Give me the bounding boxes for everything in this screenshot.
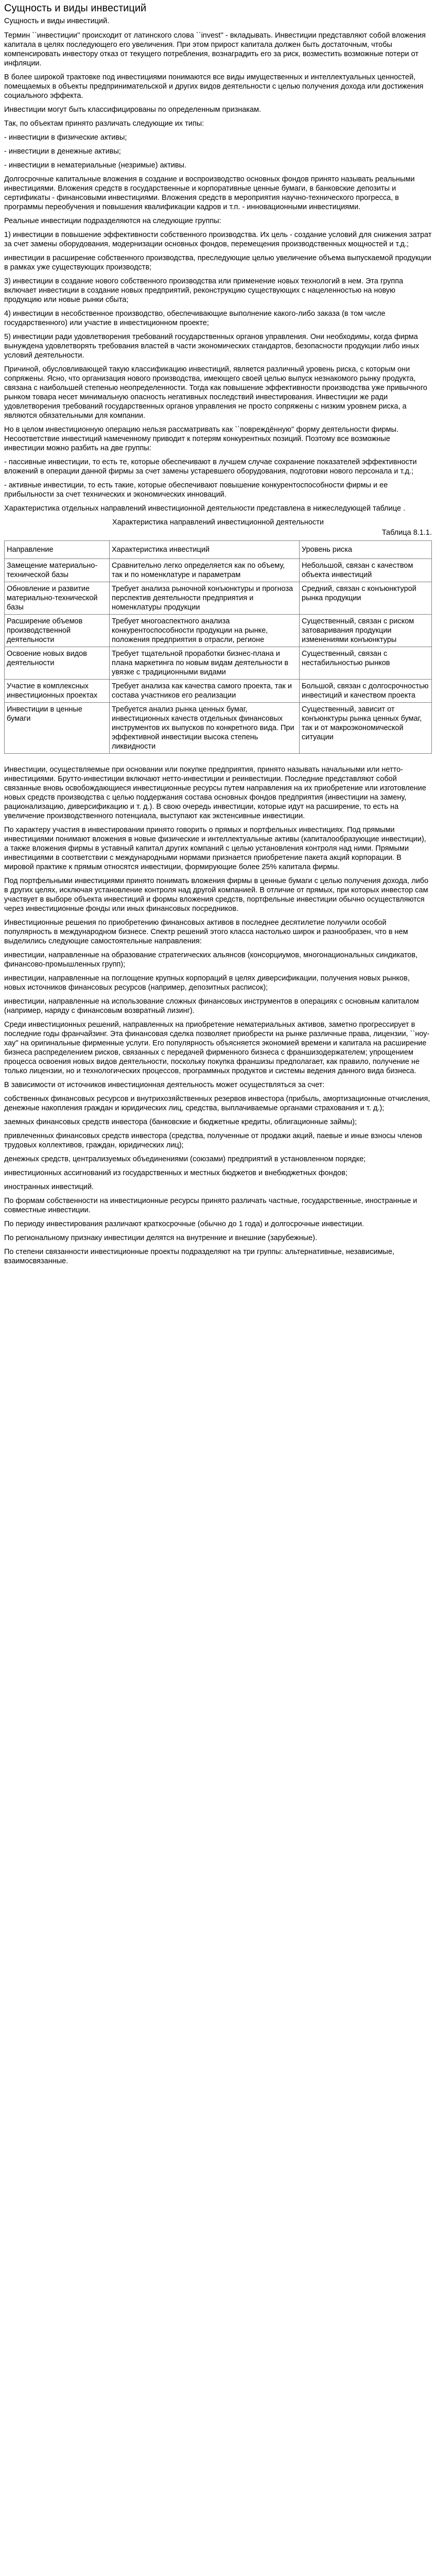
paragraph: По характеру участия в инвестировании принято говорить о прямых и портфельных инвестициях. Под прямыми инвестициями понимают вложения в новые физические и интеллектуальные активы (капиталообразующие инвестиции), а также вложения фирмы в уставный капитал других компаний с целью установления контроля над ними. Прямыми инвестициями в соответствии с международными нормами признается приобретение пакета акций корпорации. В мировой практике к прямым относятся инвестиции, формирующие более 25% капитала фирмы. (4, 826, 426, 871)
paragraph: Причиной, обусловливающей такую классификацию инвестиций, является различный уровень риска, с которым они сопряжены. Ясно, что организация нового производства, имеющего своей целью выпуск незнакомого рынку продукта, связана с наибольшей степенью неопределенности. Тогда как повышение эффективности производства уже привычного рынком товара несет минимальную опасность негативных последствий инвестирования. Инвестиции же ради удовлетворения требований государственных органов управления не просто сопряжены с низким уровнем риска, а являются обязательными для компании. (4, 365, 427, 420)
table-cell: Средний, связан с конъюнктурой рынка продукции (300, 582, 432, 615)
paragraph: По региональному признаку инвестиции делятся на внутренние и внешние (зарубежные). (4, 1234, 318, 1242)
subtitle: Сущность и виды инвестиций. (4, 17, 110, 25)
table-row (5, 582, 432, 615)
list-item: заемных финансовых средств инвестора (банковские и бюджетные кредиты, облигационные займы); (4, 1118, 357, 1126)
table-cell: Существенный, связан с риском затоваривания продукции изменениями конъюнктуры (300, 615, 432, 647)
list-item: 1) инвестиции в повышение эффективности собственного производства. Их цель - создание условий для снижения затрат за счет замены оборудования, модернизации основных фондов, перемещения производственных мощностей и т.д.; (4, 231, 432, 248)
paragraph: Долгосрочные капитальные вложения в создание и воспроизводство основных фондов принято называть реальными инвестициями. Вложения средств в государственные и корпоративные ценные бумаги, в банковские депозиты и сертификаты - финансовыми инвестициями. Вложения средств в мероприятия научно-технического прогресса, в программы переобучения и повышения квалификации кадров и т.п. - инновационными инвестициями. (4, 175, 415, 211)
table-cell: Требует тщательной проработки бизнес-плана и плана маркетинга по новым видам деятельности в увязке с традиционными видами (110, 647, 300, 680)
paragraph: Среди инвестиционных решений, направленных на приобретение нематериальных активов, заметно прогрессирует в последние годы франчайзинг. Эта финансовая сделка позволяет приобрести на рынке различные права, лицензии, ``ноу-хау'' на оригинальные фирменные услуги. Его популярность объясняется экономией времени и капитала на расширение бизнеса распределением рисков, связанных с передачей фирменного бизнеса с франшизодержателем; упрощением процесса освоения новых видов деятельности, поскольку покупка франшизы предполагает, как правило, получение не только лицензии, но и технологических процессов, программных продуктов и системы ведения данного вида бизнеса. (4, 1021, 430, 1075)
table-cell: Расширение объемов производственной деятельности (5, 615, 110, 647)
document-page (0, 0, 436, 1266)
paragraph: Но в целом инвестиционную операцию нельзя рассматривать как ``повреждённую'' форму деятельности фирмы. Несоответствие инвестиций намеченному приводит к потерям конкурентных позиций. Поэтому все возможные инвестиции можно разбить на две группы: (4, 426, 399, 452)
paragraph: Термин ``инвестиции'' происходит от латинского слова ``invest'' - вкладывать. Инвестиции представляют собой вложения капитала в целях последующего его увеличения. При этом прирост капитала должен быть достаточным, чтобы компенсировать инвестору отказ от текущего потребления, вознаградить его за риск, возместить возможные потери от инфляции. (4, 31, 426, 67)
column-header: Характеристика инвестиций (110, 541, 300, 559)
table-cell: Требуется анализ рынка ценных бумаг, инвестиционных качеств отдельных финансовых инструментов их выпусков по конкретного вида. При эффективной инвестиции высока степень ликвидности (110, 703, 300, 754)
column-header: Уровень риска (300, 541, 432, 559)
paragraph: В зависимости от источников инвестиционная деятельность может осуществляться за счет: (4, 1081, 325, 1089)
list-item: 5) инвестиции ради удовлетворения требований государственных органов управления. Они необходимы, когда фирма вынуждена удовлетворять требования властей в части экономических стандартов, безопасности продукции либо иных условий деятельности. (4, 333, 420, 360)
list-item: - инвестиции в физические активы; (4, 133, 127, 142)
table-cell: Инвестиции в ценные бумаги (5, 703, 110, 754)
list-item: 4) инвестиции в несобственное производство, обеспечивающие выполнение какого-либо заказа (в том числе государственного) или участие в инвестиционном проекте; (4, 310, 386, 327)
list-item: инвестиции в расширение собственного производства, преследующие целью увеличение объема выпускаемой продукции в рамках уже существующих производств; (4, 254, 431, 272)
table-row (5, 615, 432, 647)
paragraph: Так, по объектам принято различать следующие их типы: (4, 120, 204, 128)
list-item: инвестиции, направленные на образование стратегических альянсов (консорциумов, многонациональных синдикатов, финансово-промышленных групп); (4, 951, 418, 969)
paragraph: По формам собственности на инвестиционные ресурсы принято различать частные, государственные, иностранные и совместные инвестиции. (4, 1197, 417, 1214)
table-cell: Небольшой, связан с качеством объекта инвестиций (300, 559, 432, 582)
table-cell: Сравнительно легко определяется как по объему, так и по номенклатуре и параметрам (110, 559, 300, 582)
table-cell: Требует многоаспектного анализа конкурентоспособности продукции на рынке, положения предприятия в отрасли, регионе (110, 615, 300, 647)
table-number: Таблица 8.1.1. (381, 529, 432, 537)
table-row (5, 559, 432, 582)
column-header: Направление (5, 541, 110, 559)
paragraph: В более широкой трактовке под инвестициями понимаются все виды имущественных и интеллектуальных ценностей, помещаемых в объекты предпринимательской и других видов деятельности с целью получения дохода или достижения социального эффекта. (4, 73, 424, 100)
table-cell: Замещение материально-технической базы (5, 559, 110, 582)
list-item: инвестиции, направленные на использование сложных финансовых инструментов в операциях с основным капиталом (например, наряду с финансовым возвратный лизинг). (4, 997, 419, 1015)
paragraph: По степени связанности инвестиционные проекты подразделяют на три группы: альтернативные, независимые, взаимосвязанные. (4, 1248, 395, 1265)
list-item: иностранных инвестиций. (4, 1183, 94, 1191)
list-item: - активные инвестиции, то есть такие, которые обеспечивают повышение конкурентоспособности фирмы и ее прибыльности за счет технических и экономических инноваций. (4, 481, 388, 499)
list-item: - инвестиции в нематериальные (незримые) активы. (4, 161, 187, 170)
list-item: привлеченных финансовых средств инвестора (средства, полученные от продажи акций, паевые и иные взносы членов трудовых коллективов, граждан, юридических лиц); (4, 1132, 423, 1149)
paragraph: Под портфельными инвестициями принято понимать вложения фирмы в ценные бумаги с целью получения дохода, либо в других целях, исключая установление контроля над другой компанией. В отличие от прямых, при которых инвестор сам участвует в выборе объекта инвестиций и формы вложения средств, портфельные инвестиции обычно осуществляются через инвестиционные фонды или иных финансовых посредников. (4, 877, 429, 913)
list-item: инвестиции, направленные на поглощение крупных корпораций в целях диверсификации, получения новых рынков, новых источников финансовых ресурсов (например, депозитных расписок); (4, 974, 410, 992)
page-title: Сущность и виды инвестиций (4, 3, 147, 14)
paragraph: Инвестиции, осуществляемые при основании или покупке предприятия, принято называть начальными или нетто-инвестициями. Брутто-инвестиции включают нетто-инвестиции и реинвестиции. Последние представляют собой связанные вновь освобождающиеся инвестиционные ресурсы путем направления на их приобретение или изготовление новых средств производства с целью поддержания состава основных фондов предприятия (инвестиции на замену, рационализацию, диверсификацию и т. д.). В свою очередь инвестиции, которые идут на расширение, то есть на увеличение производственного потенциала, выступают как экстенсивные инвестиции. (4, 766, 426, 820)
table-row (5, 647, 432, 680)
table-cell: Обновление и развитие материально-технической базы (5, 582, 110, 615)
table-row (5, 680, 432, 703)
investment-directions-table (4, 540, 432, 754)
table-cell: Существенный, связан с нестабильностью рынков (300, 647, 432, 680)
paragraph: Характеристика отдельных направлений инвестиционной деятельности представлена в нижеследующей таблице . (4, 504, 406, 513)
table-cell: Освоение новых видов деятельности (5, 647, 110, 680)
list-item: денежных средств, централизуемых объединениями (союзами) предприятий в установленном порядке; (4, 1155, 366, 1163)
table-caption: Характеристика направлений инвестиционной деятельности (112, 518, 324, 527)
paragraph: Реальные инвестиции подразделяются на следующие группы: (4, 217, 221, 225)
list-item: - пассивные инвестиции, то есть те, которые обеспечивают в лучшем случае сохранение показателей эффективности вложений в операции данной фирмы за счет замены устаревшего оборудования, подготовки нового персонала и т.д.; (4, 458, 417, 476)
list-item: инвестиционных ассигнований из государственных и местных бюджетов и внебюджетных фондов; (4, 1169, 347, 1177)
paragraph: Инвестиционные решения по приобретению финансовых активов в последнее десятилетие получили особой популярность в международном бизнесе. Спектр решений этого класса настолько широк и разнообразен, что в нем выделились следующие самостоятельные направления: (4, 919, 408, 945)
table-cell: Требует анализа как качества самого проекта, так и состава участников его реализации (110, 680, 300, 703)
table-cell: Большой, связан с долгосрочностью инвестиций и качеством проекта (300, 680, 432, 703)
table-header-row (5, 541, 432, 559)
table-cell: Существенный, зависит от конъюнктуры рынка ценных бумаг, так и от макроэкономической ситуации (300, 703, 432, 754)
list-item: - инвестиции в денежные активы; (4, 147, 121, 156)
table-cell: Требует анализа рыночной конъюнктуры и прогноза перспектив деятельности предприятия и номенклатуры продукции (110, 582, 300, 615)
table-cell: Участие в комплексных инвестиционных проектах (5, 680, 110, 703)
paragraph: Инвестиции могут быть классифицированы по определенным признакам. (4, 106, 261, 114)
list-item: 3) инвестиции в создание нового собственного производства или применение новых технологий в нем. Эта группа включает инвестиции в создание новых предприятий, реконструкцию существующих с нацеленностью на новую продукцию или новые рынки сбыта; (4, 277, 404, 304)
list-item: собственных финансовых ресурсов и внутрихозяйственных резервов инвестора (прибыль, амортизационные отчисления, денежные накопления граждан и юридических лиц, средства, выплачиваемые органами страхования и т. д.); (4, 1095, 430, 1112)
table-row (5, 703, 432, 754)
paragraph: По периоду инвестирования различают краткосрочные (обычно до 1 года) и долгосрочные инвестиции. (4, 1220, 364, 1228)
